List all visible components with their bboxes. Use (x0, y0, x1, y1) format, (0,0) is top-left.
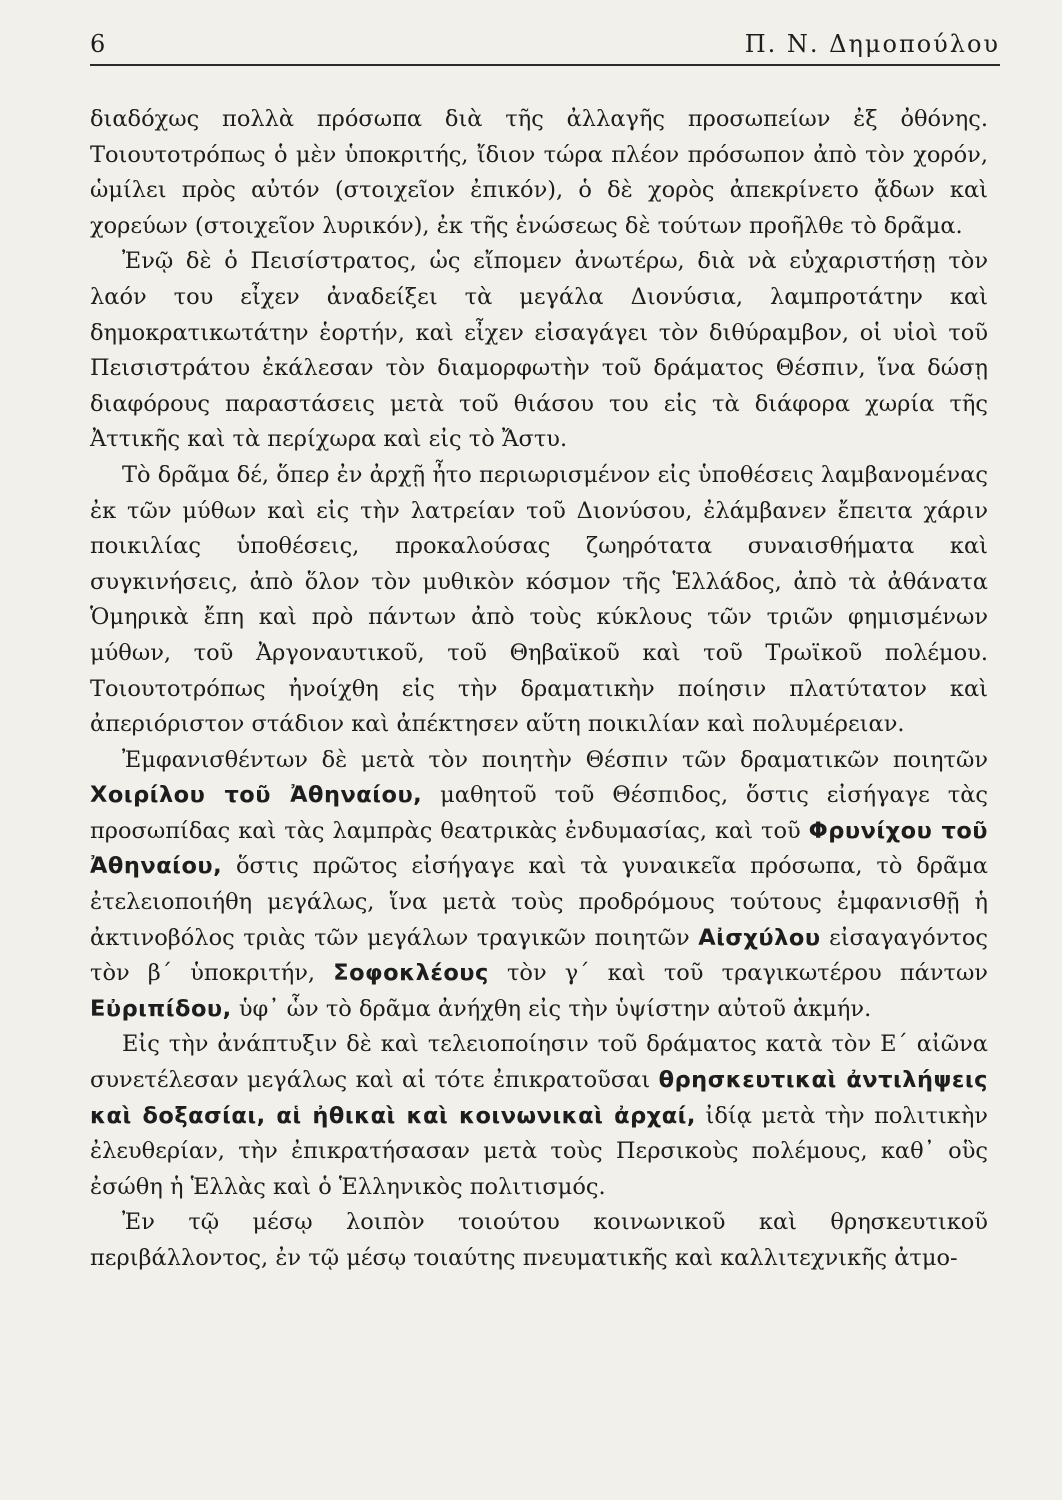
paragraph-4-text: εἰσαγαγόντος τὸν β΄ ὑποκριτήν, (90, 924, 989, 987)
paragraph-4-text: ὅστις πρῶτος εἰσήγαγε καὶ τὰ γυναικεῖα πρόσωπα, τὸ δρᾶμα ἐτελειοποιήθη μεγάλως, ἵνα μετὰ τοὺς προδρόμους τούτους ἐμφανισθῇ ἡ ἀκτινοβόλος τριὰς τῶν μεγάλων τραγικῶν ποιητῶν (90, 853, 988, 951)
page-number: 6 (90, 30, 106, 58)
paragraph-1: διαδόχως πολλὰ πρόσωπα διὰ τῆς ἀλλαγῆς προσωπείων ἐξ ὀθόνης. Τοιουτοτρόπως ὁ μὲν ὑποκριτής, ἴδιον τώρα πλέον πρόσωπον ἀπὸ τὸν χορόν, ὡμίλει πρὸς αὐτόν (στοιχεῖον ἐπικόν), ὁ δὲ χορὸς ἀπεκρίνετο ᾄδων καὶ χορεύων (στοιχεῖον λυρικόν), ἐκ τῆς ἑνώσεως δὲ τούτων προῆλθε τὸ δρᾶμα. (90, 106, 988, 239)
name-phrynichus: Φρυνίχου τοῦ Ἀθηναίου, (90, 817, 988, 880)
paragraph-5 (90, 1027, 988, 1205)
paragraph-4-text: μαθητοῦ τοῦ Θέσπιδος, ὅστις εἰσήγαγε τὰς προσωπίδας καὶ τὰς λαμπρὰς θεατρικὰς ἐνδυμασίας, καὶ τοῦ (90, 782, 988, 844)
body-text (90, 102, 988, 1277)
author-header: Π. Ν. Δημοπούλου (744, 30, 1000, 58)
name-sophocles: Σοφοκλέους (333, 960, 489, 987)
name-choerilus: Χοιρίλου τοῦ Ἀθηναίου, (90, 782, 423, 809)
paragraph-6: Ἐν τῷ μέσῳ λοιπὸν τοιούτου κοινωνικοῦ καὶ θρησκευτικοῦ περιβάλλοντος, ἐν τῷ μέσῳ τοιαύτης πνευματικῆς καὶ καλλιτεχνικῆς ἀτμο- (90, 1209, 988, 1271)
paragraph-4-text: Ἐμφανισθέντων δὲ μετὰ τὸν ποιητὴν Θέσπιν τῶν δραματικῶν ποιητῶν (122, 746, 988, 773)
paragraph-4-text: ὑφ᾽ ὧν τὸ δρᾶμα ἀνήχθη εἰς τὴν ὑψίστην αὐτοῦ ἀκμήν. (231, 995, 872, 1022)
paragraph-4 (90, 743, 988, 1028)
name-euripides: Εὐριπίδου, (90, 995, 232, 1022)
emphasis-beliefs: θρησκευτικαὶ ἀντιλήψεις καὶ δοξασίαι, αἱ ἠθικαὶ καὶ κοινωνικαὶ ἀρχαί, (90, 1067, 989, 1129)
paragraph-5-text: Εἰς τὴν ἀνάπτυξιν δὲ καὶ τελειοποίησιν τοῦ δράματος κατὰ τὸν Ε΄ αἰῶνα συνετέλεσαν μεγάλως καὶ αἱ τότε ἐπικρατοῦσαι (90, 1031, 988, 1094)
running-header (90, 30, 1000, 66)
name-aeschylus: Αἰσχύλου (698, 924, 821, 951)
paragraph-4-text: τὸν γ΄ καὶ τοῦ τραγικωτέρου πάντων (488, 960, 988, 987)
paragraph-3: Τὸ δρᾶμα δέ, ὅπερ ἐν ἀρχῇ ἦτο περιωρισμένον εἰς ὑποθέσεις λαμβανομένας ἐκ τῶν μύθων καὶ εἰς τὴν λατρείαν τοῦ Διονύσου, ἐλάμβανεν ἔπειτα χάριν ποικιλίας ὑποθέσεις, προκαλούσας ζωηρότατα συναισθήματα καὶ συγκινήσεις, ἀπὸ ὅλον τὸν μυθικὸν κόσμον τῆς Ἑλλάδος, ἀπὸ τὰ ἀθάνατα Ὁμηρικὰ ἔπη καὶ πρὸ πάντων ἀπὸ τοὺς κύκλους τῶν τριῶν φημισμένων μύθων, τοῦ Ἀργοναυτικοῦ, τοῦ Θηβαϊκοῦ καὶ τοῦ Τρωϊκοῦ πολέμου. Τοιουτοτρόπως ἠνοίχθη εἰς τὴν δραματικὴν ποίησιν πλατύτατον καὶ ἀπεριόριστον στάδιον καὶ ἀπέκτησεν αὕτη ποικιλίαν καὶ πολυμέρειαν. (90, 461, 988, 738)
paragraph-5-text: ἰδίᾳ μετὰ τὴν πολιτικὴν ἐλευθερίαν, τὴν ἐπικρατήσασαν μετὰ τοὺς Περσικοὺς πολέμους, καθ᾽ οὓς ἐσώθη ἡ Ἑλλὰς καὶ ὁ Ἑλληνικὸς πολιτισμός. (90, 1102, 988, 1200)
paragraph-2: Ἐνῷ δὲ ὁ Πεισίστρατος, ὡς εἴπομεν ἀνωτέρω, διὰ νὰ εὐχαριστήσῃ τὸν λαόν του εἶχεν ἀναδείξει τὰ μεγάλα Διονύσια, λαμπροτάτην καὶ δημοκρατικωτάτην ἑορτήν, καὶ εἶχεν εἰσαγάγει τὸν διθύραμβον, οἱ υἱοὶ τοῦ Πεισιστράτου ἐκάλεσαν τὸν διαμορφωτὴν τοῦ δράματος Θέσπιν, ἵνα δώσῃ διαφόρους παραστάσεις μετὰ τοῦ θιάσου του εἰς τὰ διάφορα χωρία τῆς Ἀττικῆς καὶ τὰ περίχωρα καὶ εἰς τὸ Ἄστυ. (90, 248, 988, 453)
